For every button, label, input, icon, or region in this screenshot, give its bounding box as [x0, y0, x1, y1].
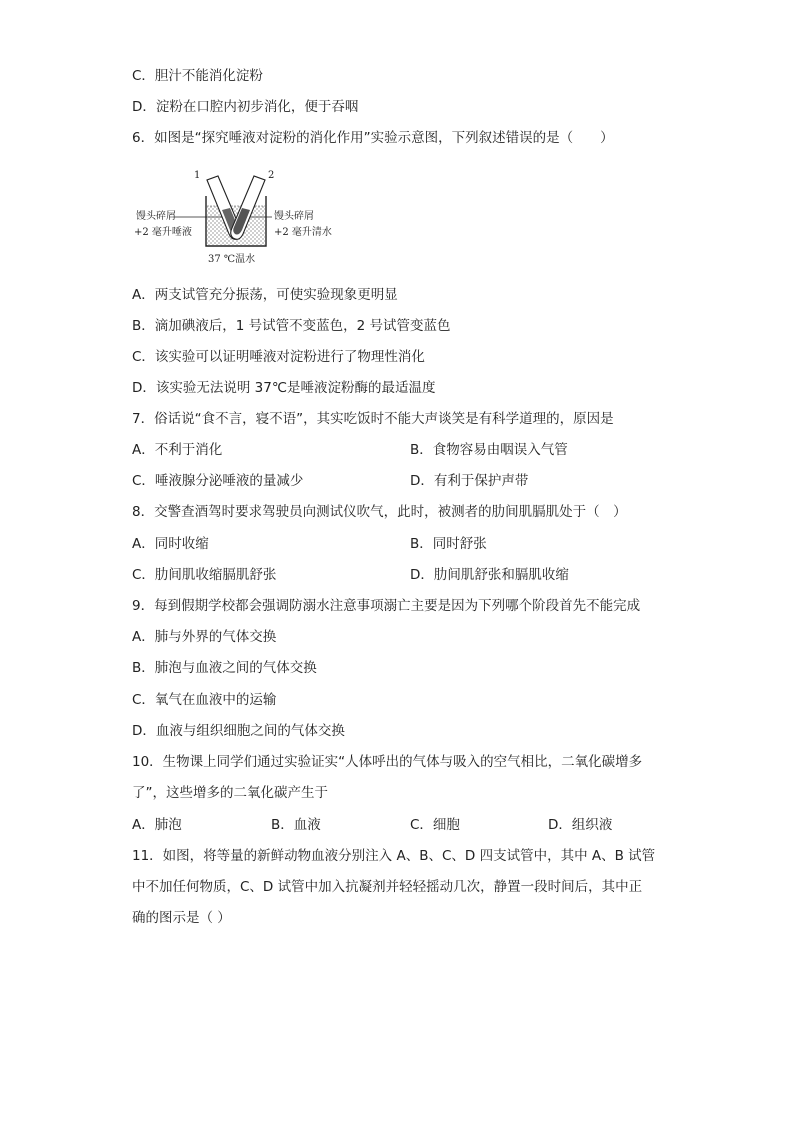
- q6-option-b: B．滴加碘液后，1 号试管不变蓝色，2 号试管变蓝色: [132, 318, 451, 334]
- q8-option-a: A．同时收缩: [132, 536, 209, 552]
- q11-stem-line2: 中不加任何物质，C、D 试管中加入抗凝剂并轻轻摇动几次，静置一段时间后，其中正: [132, 879, 643, 895]
- experiment-figure: [134, 170, 344, 270]
- q9-option-a: A．肺与外界的气体交换: [132, 629, 277, 645]
- q7-stem: 7．俗话说“食不言，寝不语”，其实吃饭时不能大声谈笑是有科学道理的，原因是: [132, 411, 614, 427]
- q10-option-c: C．细胞: [410, 817, 460, 833]
- left-label-line1: 馒头碎屑: [136, 211, 176, 222]
- q9-option-c: C．氧气在血液中的运输: [132, 692, 277, 708]
- q7-option-d: D．有利于保护声带: [410, 473, 529, 489]
- q10-option-b: B．血液: [271, 817, 321, 833]
- bottom-label: 37 ℃温水: [208, 254, 256, 265]
- q7-option-b: B．食物容易由咽误入气管: [410, 442, 568, 458]
- q9-option-d: D．血液与组织细胞之间的气体交换: [132, 723, 345, 739]
- q11-stem-line1: 11．如图，将等量的新鲜动物血液分别注入 A、B、C、D 四支试管中，其中 A、B 试管: [132, 848, 656, 864]
- q10-option-a: A．肺泡: [132, 817, 182, 833]
- left-label-line2: +2 毫升唾液: [134, 227, 192, 238]
- q6-option-a: A．两支试管充分振荡，可使实验现象更明显: [132, 287, 398, 303]
- q10-stem-line1: 10．生物课上同学们通过实验证实“人体呼出的气体与吸入的空气相比，二氧化碳增多: [132, 754, 643, 770]
- q7-option-c: C．唾液腺分泌唾液的量减少: [132, 473, 304, 489]
- q8-stem: 8．交警查酒驾时要求驾驶员向测试仪吹气，此时，被测者的肋间肌膈肌处于（ ）: [132, 504, 627, 520]
- q5-option-c: C．胆汁不能消化淀粉: [132, 68, 263, 84]
- q9-stem: 9．每到假期学校都会强调防溺水注意事项溺亡主要是因为下列哪个阶段首先不能完成: [132, 598, 641, 614]
- q5-option-d: D．淀粉在口腔内初步消化，便于吞咽: [132, 99, 359, 115]
- q10-stem-line2: 了”，这些增多的二氧化碳产生于: [132, 785, 328, 801]
- right-label-line1: 馒头碎屑: [274, 211, 314, 222]
- q8-option-b: B．同时舒张: [410, 536, 487, 552]
- q6-stem: 6．如图是“探究唾液对淀粉的消化作用”实验示意图，下列叙述错误的是（ ）: [132, 130, 614, 146]
- q9-option-b: B．肺泡与血液之间的气体交换: [132, 660, 317, 676]
- q10-option-d: D．组织液: [548, 817, 613, 833]
- right-label-line2: +2 毫升清水: [274, 227, 332, 238]
- q7-option-a: A．不利于消化: [132, 442, 223, 458]
- q6-option-c: C．该实验可以证明唾液对淀粉进行了物理性消化: [132, 349, 425, 365]
- q11-stem-line3: 确的图示是（ ）: [132, 910, 231, 926]
- tube-2-number: 2: [268, 170, 275, 181]
- q6-option-d: D．该实验无法说明 37℃是唾液淀粉酶的最适温度: [132, 380, 436, 396]
- tube-1-number: 1: [194, 170, 201, 181]
- q8-option-c: C．肋间肌收缩膈肌舒张: [132, 567, 277, 583]
- q8-option-d: D．肋间肌舒张和膈肌收缩: [410, 567, 569, 583]
